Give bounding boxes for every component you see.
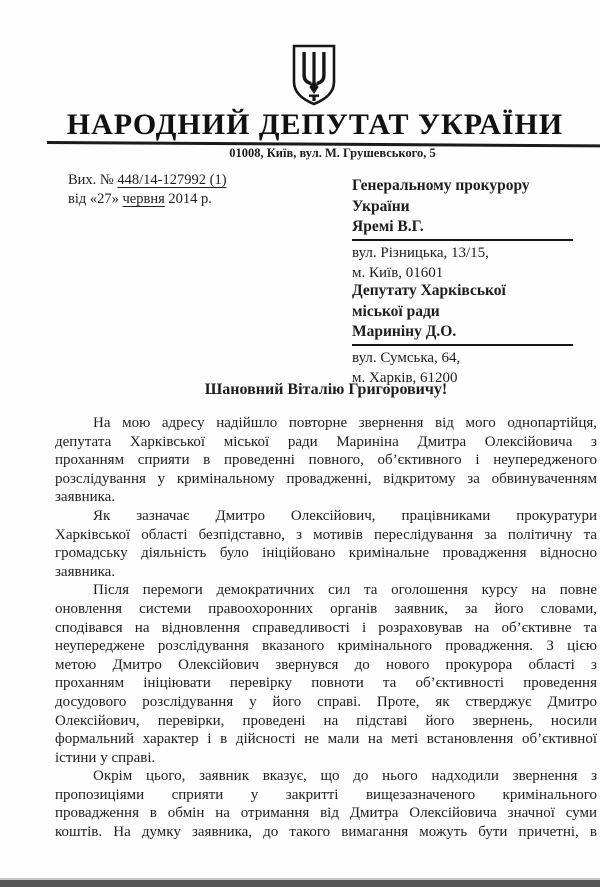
ukraine-trident-icon <box>290 44 338 106</box>
body-line: Після перемоги демократичних сил та оголошення курсу на повне <box>93 582 597 599</box>
recipient-address-line: вул. Різницька, 13/15, <box>352 244 489 261</box>
recipient-address-line: м. Київ, 01601 <box>352 264 444 281</box>
paragraph <box>55 581 597 767</box>
paragraph <box>55 767 597 841</box>
body-line: проханням ініціювати перевірку повноти та об’єктивності проведення <box>55 675 597 692</box>
recipient-line: України <box>352 197 410 215</box>
recipient-line: Мариніну Д.О. <box>352 323 457 340</box>
recipient-name-lines <box>352 176 573 241</box>
reference-block <box>68 171 227 209</box>
recipient-block-deputy <box>352 281 573 388</box>
recipient-line: міської ради <box>352 302 440 320</box>
recipient-address-line: м. Харків, 61200 <box>352 369 458 386</box>
body-line: неупереджене розслідування вказаного кримінального провадження. З цією <box>55 638 597 655</box>
body-line: заявника. <box>55 489 116 506</box>
body-line: проханням сприяти в проведенні повного, об’єктивного і неупередженого <box>55 452 597 469</box>
body-line: провадження в обмін на отримання від Дмитра Олексійовича значної суми <box>55 805 597 822</box>
letter-body <box>55 414 597 842</box>
recipient-line: Депутату Харківської <box>352 282 506 299</box>
recipient-block-prosecutor <box>352 176 573 283</box>
recipient-line: Генеральному прокурору <box>352 177 530 194</box>
paragraph <box>55 507 597 581</box>
reference-date-suffix: 2014 р. <box>168 191 212 207</box>
recipient-line: Яремі В.Г. <box>352 218 424 235</box>
body-line: депутата Харківської міської ради Мариніна Дмитра Олексійовича з <box>55 433 597 450</box>
recipient-name-lines <box>352 281 573 346</box>
letterhead-address: 01008, Київ, вул. М. Грушевського, 5 <box>229 146 436 160</box>
body-line: формальний характер і в дійсності не мали на меті встановлення об’єктивної <box>55 731 597 748</box>
reference-date-line <box>68 190 227 209</box>
body-line: Як зазначає Дмитро Олексійович, працівниками прокуратури <box>93 507 597 524</box>
body-line: Харківської області безпідставно, з мотивів переслідування за політичну та <box>55 526 597 543</box>
paragraph <box>55 414 597 507</box>
body-line: пропозиціями сприяти у закритті вищезазначеного кримінального <box>55 786 597 803</box>
reference-number-line <box>68 171 227 190</box>
scan-edge-artifact <box>0 878 600 887</box>
body-line: сподівався на відновлення справедливості і розраховував на об’єктивне та <box>55 619 597 636</box>
reference-date-prefix: від «27» <box>68 191 119 207</box>
body-line: істини у справі. <box>55 749 156 766</box>
body-line: На мою адресу надійшло повторне звернення від мого однопартійця, <box>93 415 597 431</box>
reference-number-label: Вих. № <box>68 172 114 188</box>
body-line: заявника. <box>55 563 116 580</box>
body-line: коштів. На думку заявника, до такого вимагання можуть бути причетні, в <box>55 824 597 841</box>
recipient-address-lines <box>352 241 573 283</box>
salutation: Шановний Віталію Григоровичу! <box>204 381 448 398</box>
body-line: метою Дмитро Олексійович звернувся до нового прокурора області з <box>55 656 597 673</box>
body-line: Олексійович, перевірки, проведені на підставі його звернень, носили <box>55 712 597 729</box>
body-line: оновлення системи правоохоронних органів заявник, за його словами, <box>55 600 597 617</box>
body-line: громадську діяльність було ініційовано кримінальне провадження відносно <box>55 545 597 562</box>
letterhead-title: НАРОДНИЙ ДЕПУТАТ УКРАЇНИ <box>66 108 564 141</box>
body-line: досудового розслідування у його справі. Проте, як стверджує Дмитро <box>55 693 597 710</box>
body-line: розслідування у кримінальному провадженні, відкритому за обвинуваченням <box>55 470 597 487</box>
body-line: Окрім цього, заявник вказує, що до нього надходили звернення з <box>93 768 597 785</box>
recipient-address-line: вул. Сумська, 64, <box>352 349 461 366</box>
reference-date-month: червня <box>122 191 165 207</box>
reference-number-value: 448/14-127992 (1) <box>117 172 227 188</box>
